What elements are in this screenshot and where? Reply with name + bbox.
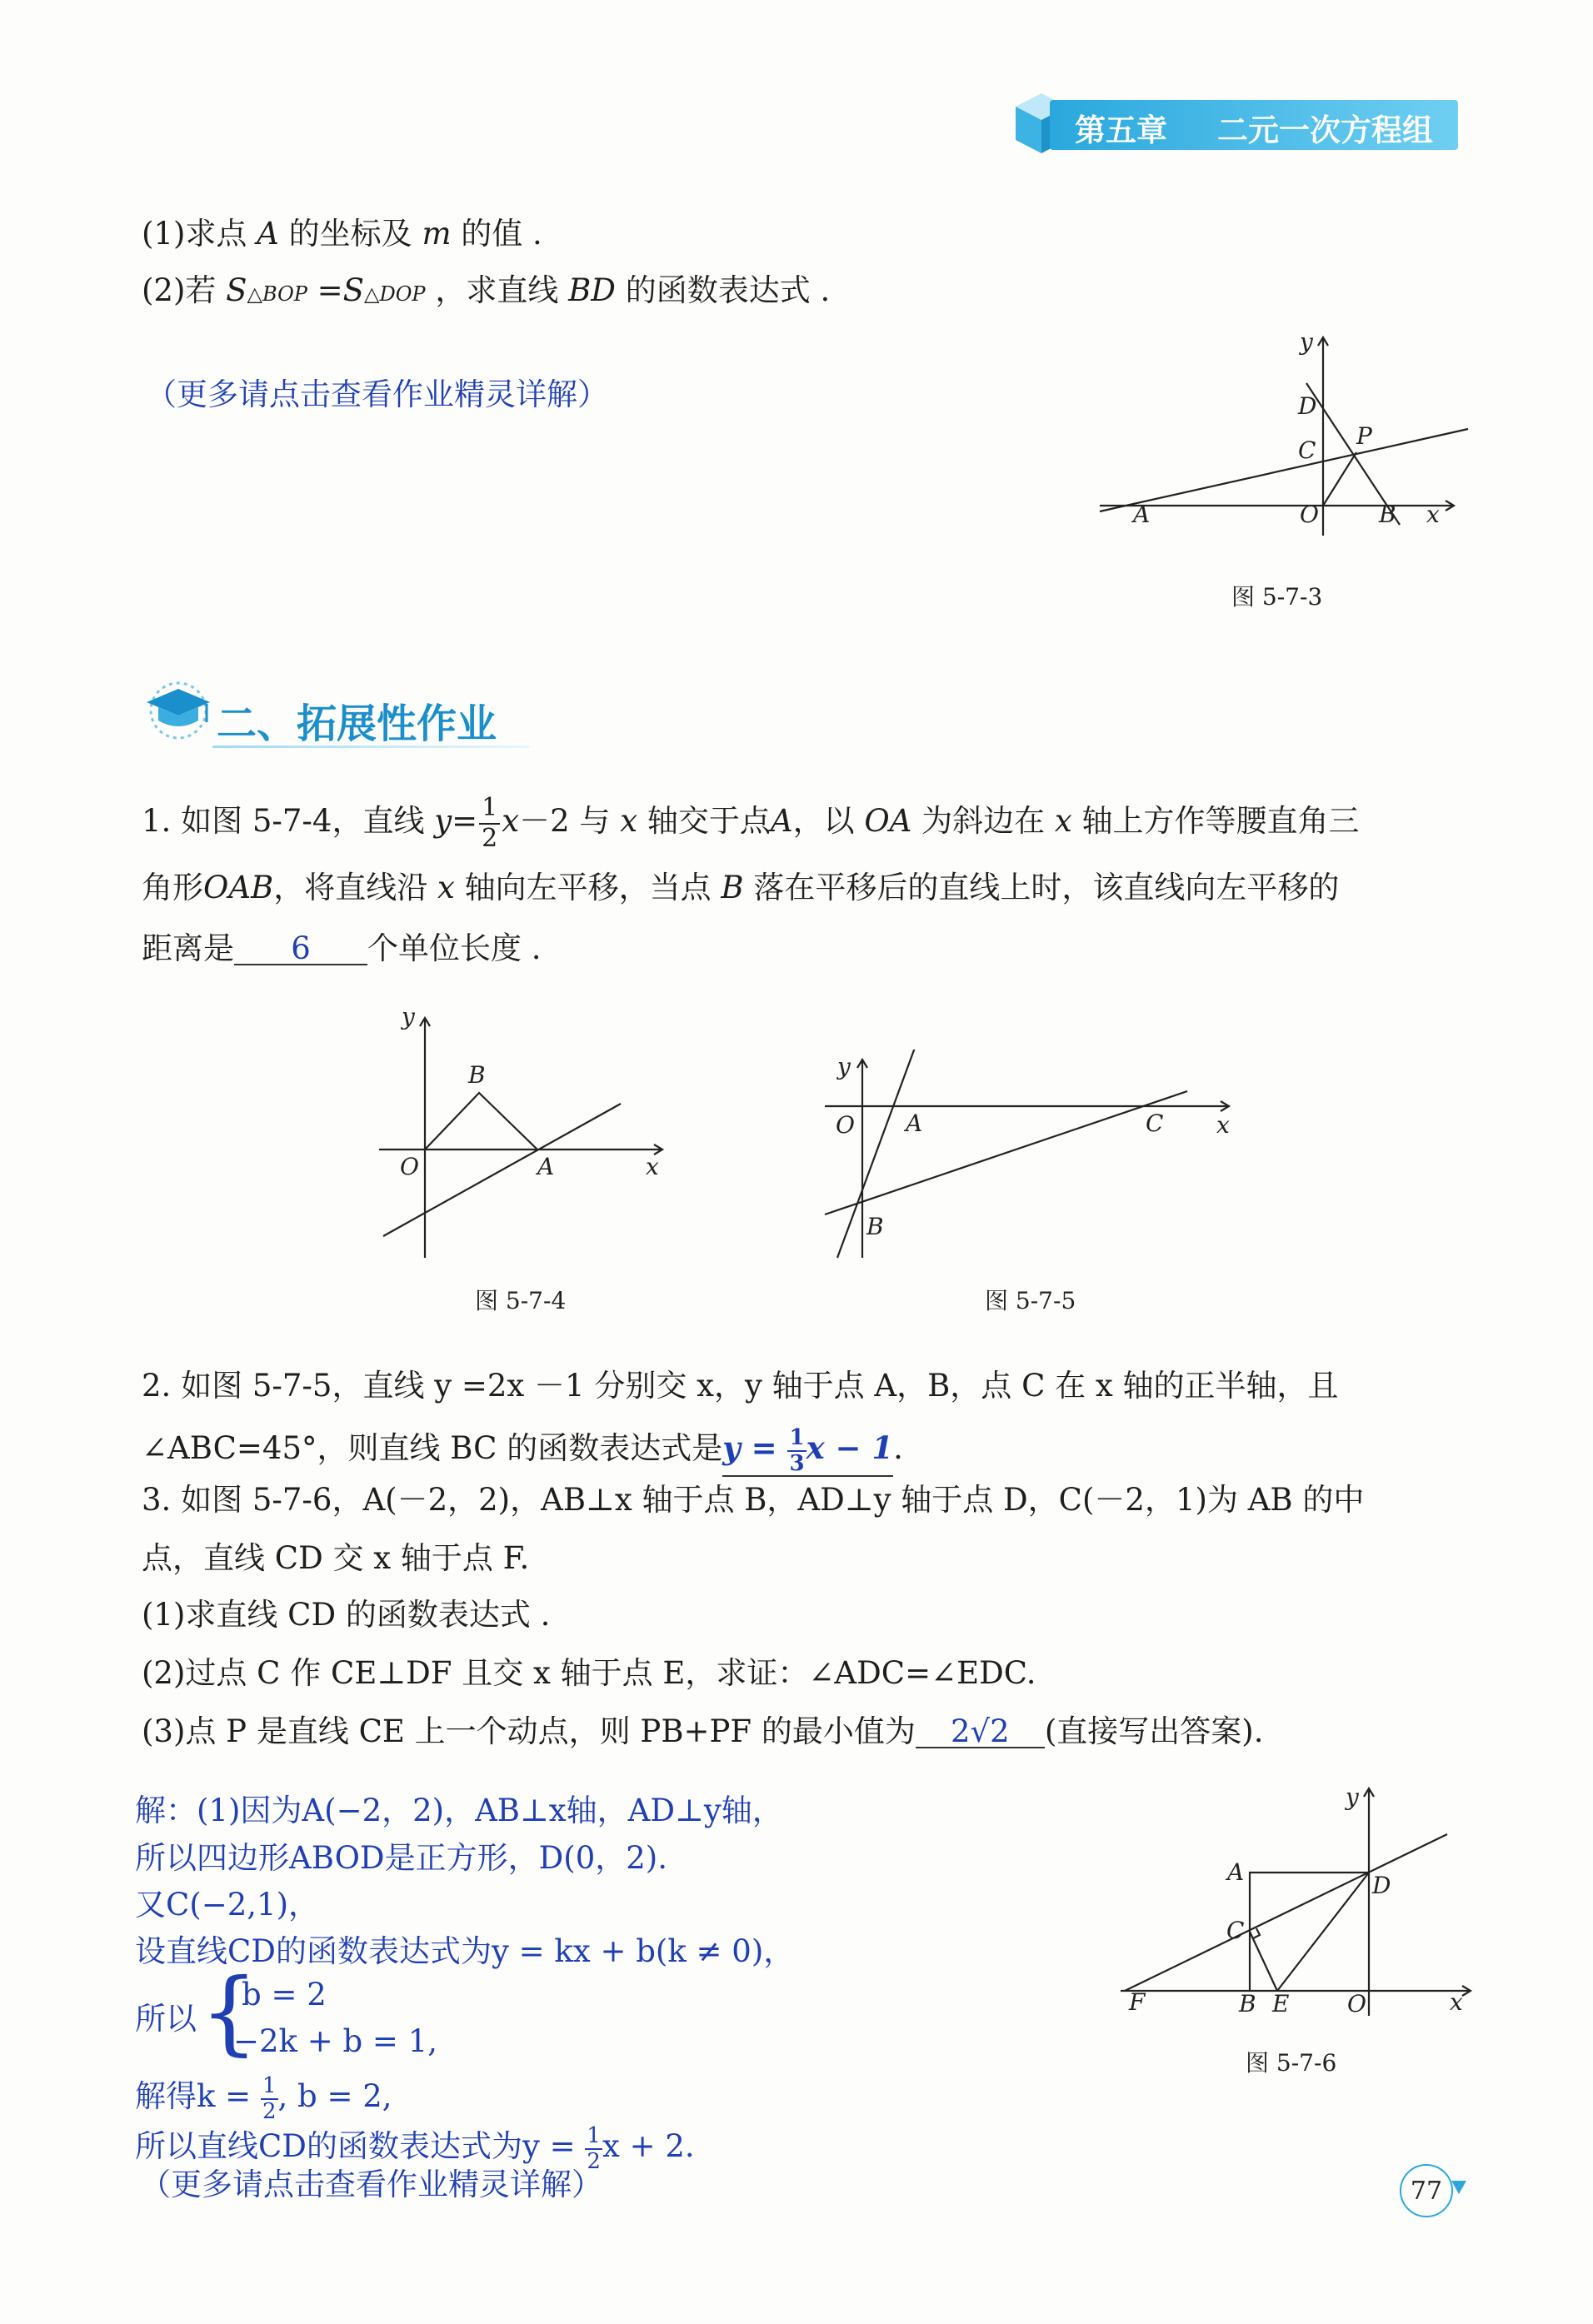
- fig576-label-A: A: [1227, 1858, 1245, 1886]
- fig573-caption: 图 5-7-3: [1231, 583, 1323, 611]
- q-prev-part2: (2)若 S△BOP =S△DOP ，求直线 BD 的函数表达式 .: [142, 272, 831, 308]
- solution-line7: 所以直线CD的函数表达式为y = $\frac{1}{2}$ x + 2.: [135, 2123, 695, 2174]
- system-brace: {: [200, 1958, 258, 2065]
- solution-line1: 解：(1)因为A(−2，2)，AB⊥x轴，AD⊥y轴，: [135, 1793, 783, 1828]
- fig574-label-A: A: [537, 1153, 555, 1180]
- fig575-label-C: C: [1146, 1110, 1164, 1137]
- header-title: [1075, 105, 1433, 150]
- fig575-label-O: O: [836, 1111, 855, 1139]
- q2-line2: ∠ABC=45°，则直线 BC 的函数表达式是y = $\frac{1}{3}$ x − 1.: [142, 1425, 903, 1476]
- q2-line1: 2. 如图 5-7-5，直线 y =2x －1 分别交 x，y 轴于点 A，B，点 C 在 x 轴的正半轴，且: [142, 1368, 1339, 1404]
- fig575-label-A: A: [906, 1110, 923, 1137]
- fig573-label-C: C: [1298, 436, 1316, 464]
- more-link-2[interactable]: （更多请点击查看作业精灵详解）: [140, 2167, 602, 2202]
- more-link-1[interactable]: （更多请点击查看作业精灵详解）: [146, 377, 608, 412]
- fig575-label-y: y: [837, 1053, 851, 1080]
- fig574-label-B: B: [468, 1061, 486, 1089]
- fig574-label-x: x: [646, 1153, 659, 1180]
- solution-line4: 设直线CD的函数表达式为y = kx + b(k ≠ 0)，: [135, 1933, 795, 1969]
- figure-5-7-6: [1112, 1778, 1479, 2020]
- solution-line2: 所以四边形ABOD是正方形，D(0，2).: [135, 1840, 667, 1876]
- figure-5-7-3: [1091, 329, 1475, 537]
- solution-line5-label: 所以: [135, 2001, 197, 2037]
- fig576-label-B: B: [1239, 1990, 1256, 2017]
- section-title: 二、拓展性作业: [217, 701, 497, 747]
- fig576-label-y: y: [1346, 1783, 1359, 1811]
- q3-part3: (3)点 P 是直线 CE 上一个动点，则 PB+PF 的最小值为 2√2 (直接写出答案).: [142, 1713, 1264, 1749]
- q1-line2: 角形OAB，将直线沿 x 轴向左平移，当点 B 落在平移后的直线上时，该直线向左平移的: [142, 870, 1340, 905]
- q1-line1: 1. 如图 5-7-4，直线 y= $\frac{1}{2}$ x－2 与 x 轴交于点A，以 OA 为斜边在 x 轴上方作等腰直角三: [142, 793, 1360, 853]
- page-number: 77: [1410, 2177, 1443, 2206]
- q3-part2: (2)过点 C 作 CE⊥DF 且交 x 轴于点 E，求证：∠ADC=∠EDC.: [142, 1655, 1036, 1691]
- solution-eq1: b = 2: [242, 1977, 327, 2012]
- solution-line3: 又C(−2,1)，: [135, 1887, 320, 1923]
- q3-part1: (1)求直线 CD 的函数表达式 .: [142, 1597, 551, 1633]
- q1-answer: 6: [291, 930, 311, 966]
- fig573-label-x: x: [1426, 501, 1440, 528]
- q1-line3: 距离是 6 个单位长度 .: [142, 930, 542, 966]
- fig575-label-x: x: [1216, 1111, 1230, 1139]
- header-topic: 二元一次方程组: [1217, 112, 1433, 148]
- header-chapter: 第五章: [1075, 112, 1167, 148]
- fig574-label-y: y: [402, 1003, 415, 1030]
- fig573-label-O: O: [1300, 501, 1319, 528]
- fig574-caption: 图 5-7-4: [475, 1287, 567, 1314]
- fig573-label-B: B: [1379, 501, 1396, 528]
- fig576-label-F: F: [1129, 1988, 1146, 2016]
- fig576-label-x: x: [1450, 1988, 1463, 2016]
- graduation-cap-icon: [143, 671, 218, 749]
- solution-eq2: −2k + b = 1,: [233, 2023, 437, 2059]
- fig573-label-A: A: [1133, 501, 1151, 528]
- fig576-label-O: O: [1347, 1990, 1366, 2017]
- fig574-label-O: O: [400, 1153, 419, 1180]
- solution-line6: 解得k = $\frac{1}{2}$ , b = 2,: [135, 2073, 392, 2124]
- fig576-label-E: E: [1272, 1990, 1290, 2017]
- fig576-caption: 图 5-7-6: [1246, 2049, 1337, 2077]
- figure-5-7-5: [821, 1050, 1237, 1266]
- fig575-label-B: B: [866, 1213, 884, 1240]
- q-prev-part1: (1)求点 A 的坐标及 m 的值 .: [142, 216, 542, 252]
- q3-line2: 点，直线 CD 交 x 轴于点 F.: [142, 1540, 530, 1576]
- page-arrow-icon: [1451, 2181, 1466, 2194]
- fig573-label-D: D: [1298, 392, 1317, 420]
- fig576-label-D: D: [1372, 1872, 1391, 1899]
- fig575-caption: 图 5-7-5: [985, 1287, 1076, 1314]
- q3-answer: 2√2: [951, 1713, 1010, 1749]
- figure-5-7-4: [367, 1000, 683, 1266]
- fig576-label-C: C: [1226, 1917, 1245, 1944]
- fig573-label-y: y: [1300, 329, 1313, 356]
- q2-answer: x − 1: [806, 1429, 894, 1467]
- fig573-label-P: P: [1356, 422, 1372, 450]
- q3-line1: 3. 如图 5-7-6，A(－2，2)，AB⊥x 轴于点 B，AD⊥y 轴于点 D，C(－2，1)为 AB 的中: [142, 1482, 1365, 1518]
